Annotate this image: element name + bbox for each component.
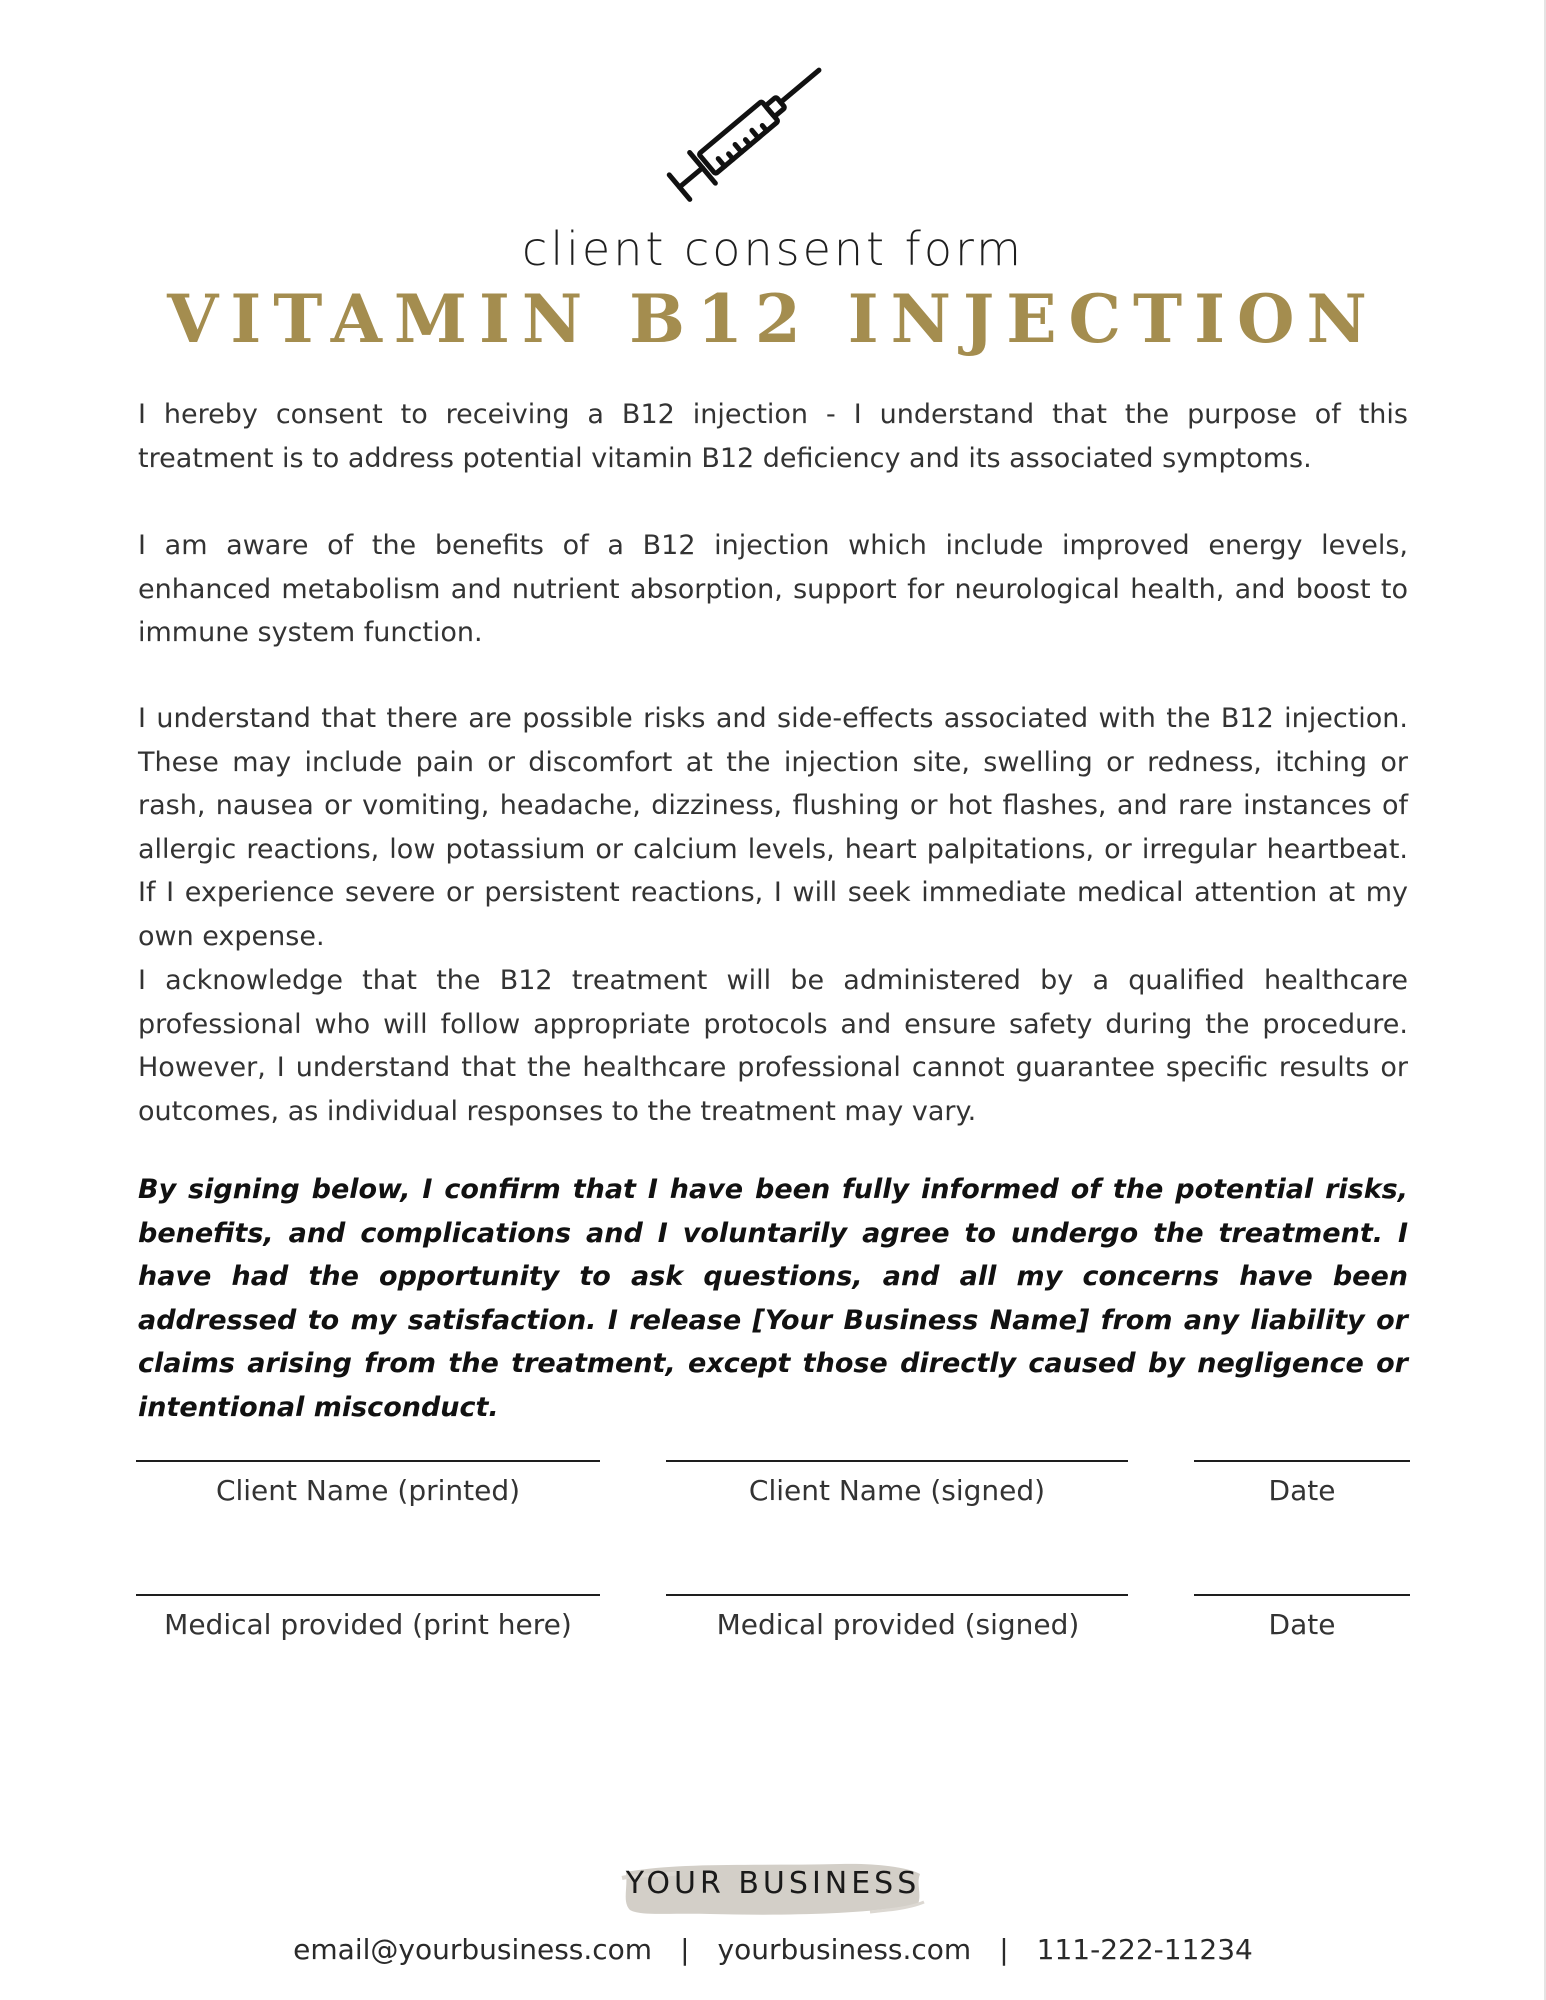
provider-date-label: Date [1268,1608,1336,1641]
client-date-line[interactable] [1194,1460,1410,1462]
client-signed-line[interactable] [666,1460,1128,1462]
form-title: VITAMIN B12 INJECTION [167,280,1379,358]
acknowledgement-paragraph: I acknowledge that the B12 treatment will be administered by a qualified healthcare professional who will follow appropriate protocols and ensure safety during the procedure. However, I understand that the healthcare professional cannot guarantee specific results or outcomes, as individual responses to the treatment may vary. [138,965,1408,1127]
syringe-icon [655,36,845,216]
provider-printed-label: Medical provided (print here) [164,1608,572,1641]
provider-signed-line[interactable] [666,1594,1128,1596]
client-signed-label: Client Name (signed) [748,1474,1046,1507]
consent-paragraph: I hereby consent to receiving a B12 injection - I understand that the purpose of this treatment is to address potential vitamin B12 deficiency and its associated symptoms. [138,399,1408,474]
contact-info [0,1933,1546,1966]
declaration-paragraph: By signing below, I confirm that I have been fully informed of the potential risks, benefits, and complications and I voluntarily agree to undergo the treatment. I have had the opportunity to ask questions, and all my concerns have been addressed to my satisfaction. I release [Your Business Name] from any liability or claims arising from the treatment, except those directly caused by negligence or intentional misconduct. [138,1174,1408,1423]
separator: | [999,1933,1009,1966]
client-printed-line[interactable] [136,1460,600,1462]
client-printed-label: Client Name (printed) [215,1474,521,1507]
phone-number: 111-222-11234 [1036,1933,1253,1966]
provider-date-line[interactable] [1194,1594,1410,1596]
separator: | [680,1933,690,1966]
client-date-label: Date [1268,1474,1336,1507]
website-link[interactable]: yourbusiness.com [717,1933,972,1966]
form-subtitle: client consent form [522,222,1024,276]
benefits-paragraph: I am aware of the benefits of a B12 injection which include improved energy levels, enhanced metabolism and nutrient absorption, support for neurological health, and boost to immune system function. [138,530,1408,648]
email-link[interactable]: email@yourbusiness.com [293,1933,653,1966]
provider-signed-label: Medical provided (signed) [716,1608,1080,1641]
risks-paragraph: I understand that there are possible risks and side-effects associated with the B12 injection. These may include pain or discomfort at the injection site, swelling or redness, itching or rash, nausea or vomiting, headache, dizziness, flushing or hot flashes, and rare instances of allergic reactions, low potassium or calcium levels, heart palpitations, or irregular heartbeat. If I experience severe or persistent reactions, I will seek immediate medical attention at my own expense. [138,703,1408,952]
business-name: YOUR BUSINESS [625,1866,921,1901]
provider-printed-line[interactable] [136,1594,600,1596]
